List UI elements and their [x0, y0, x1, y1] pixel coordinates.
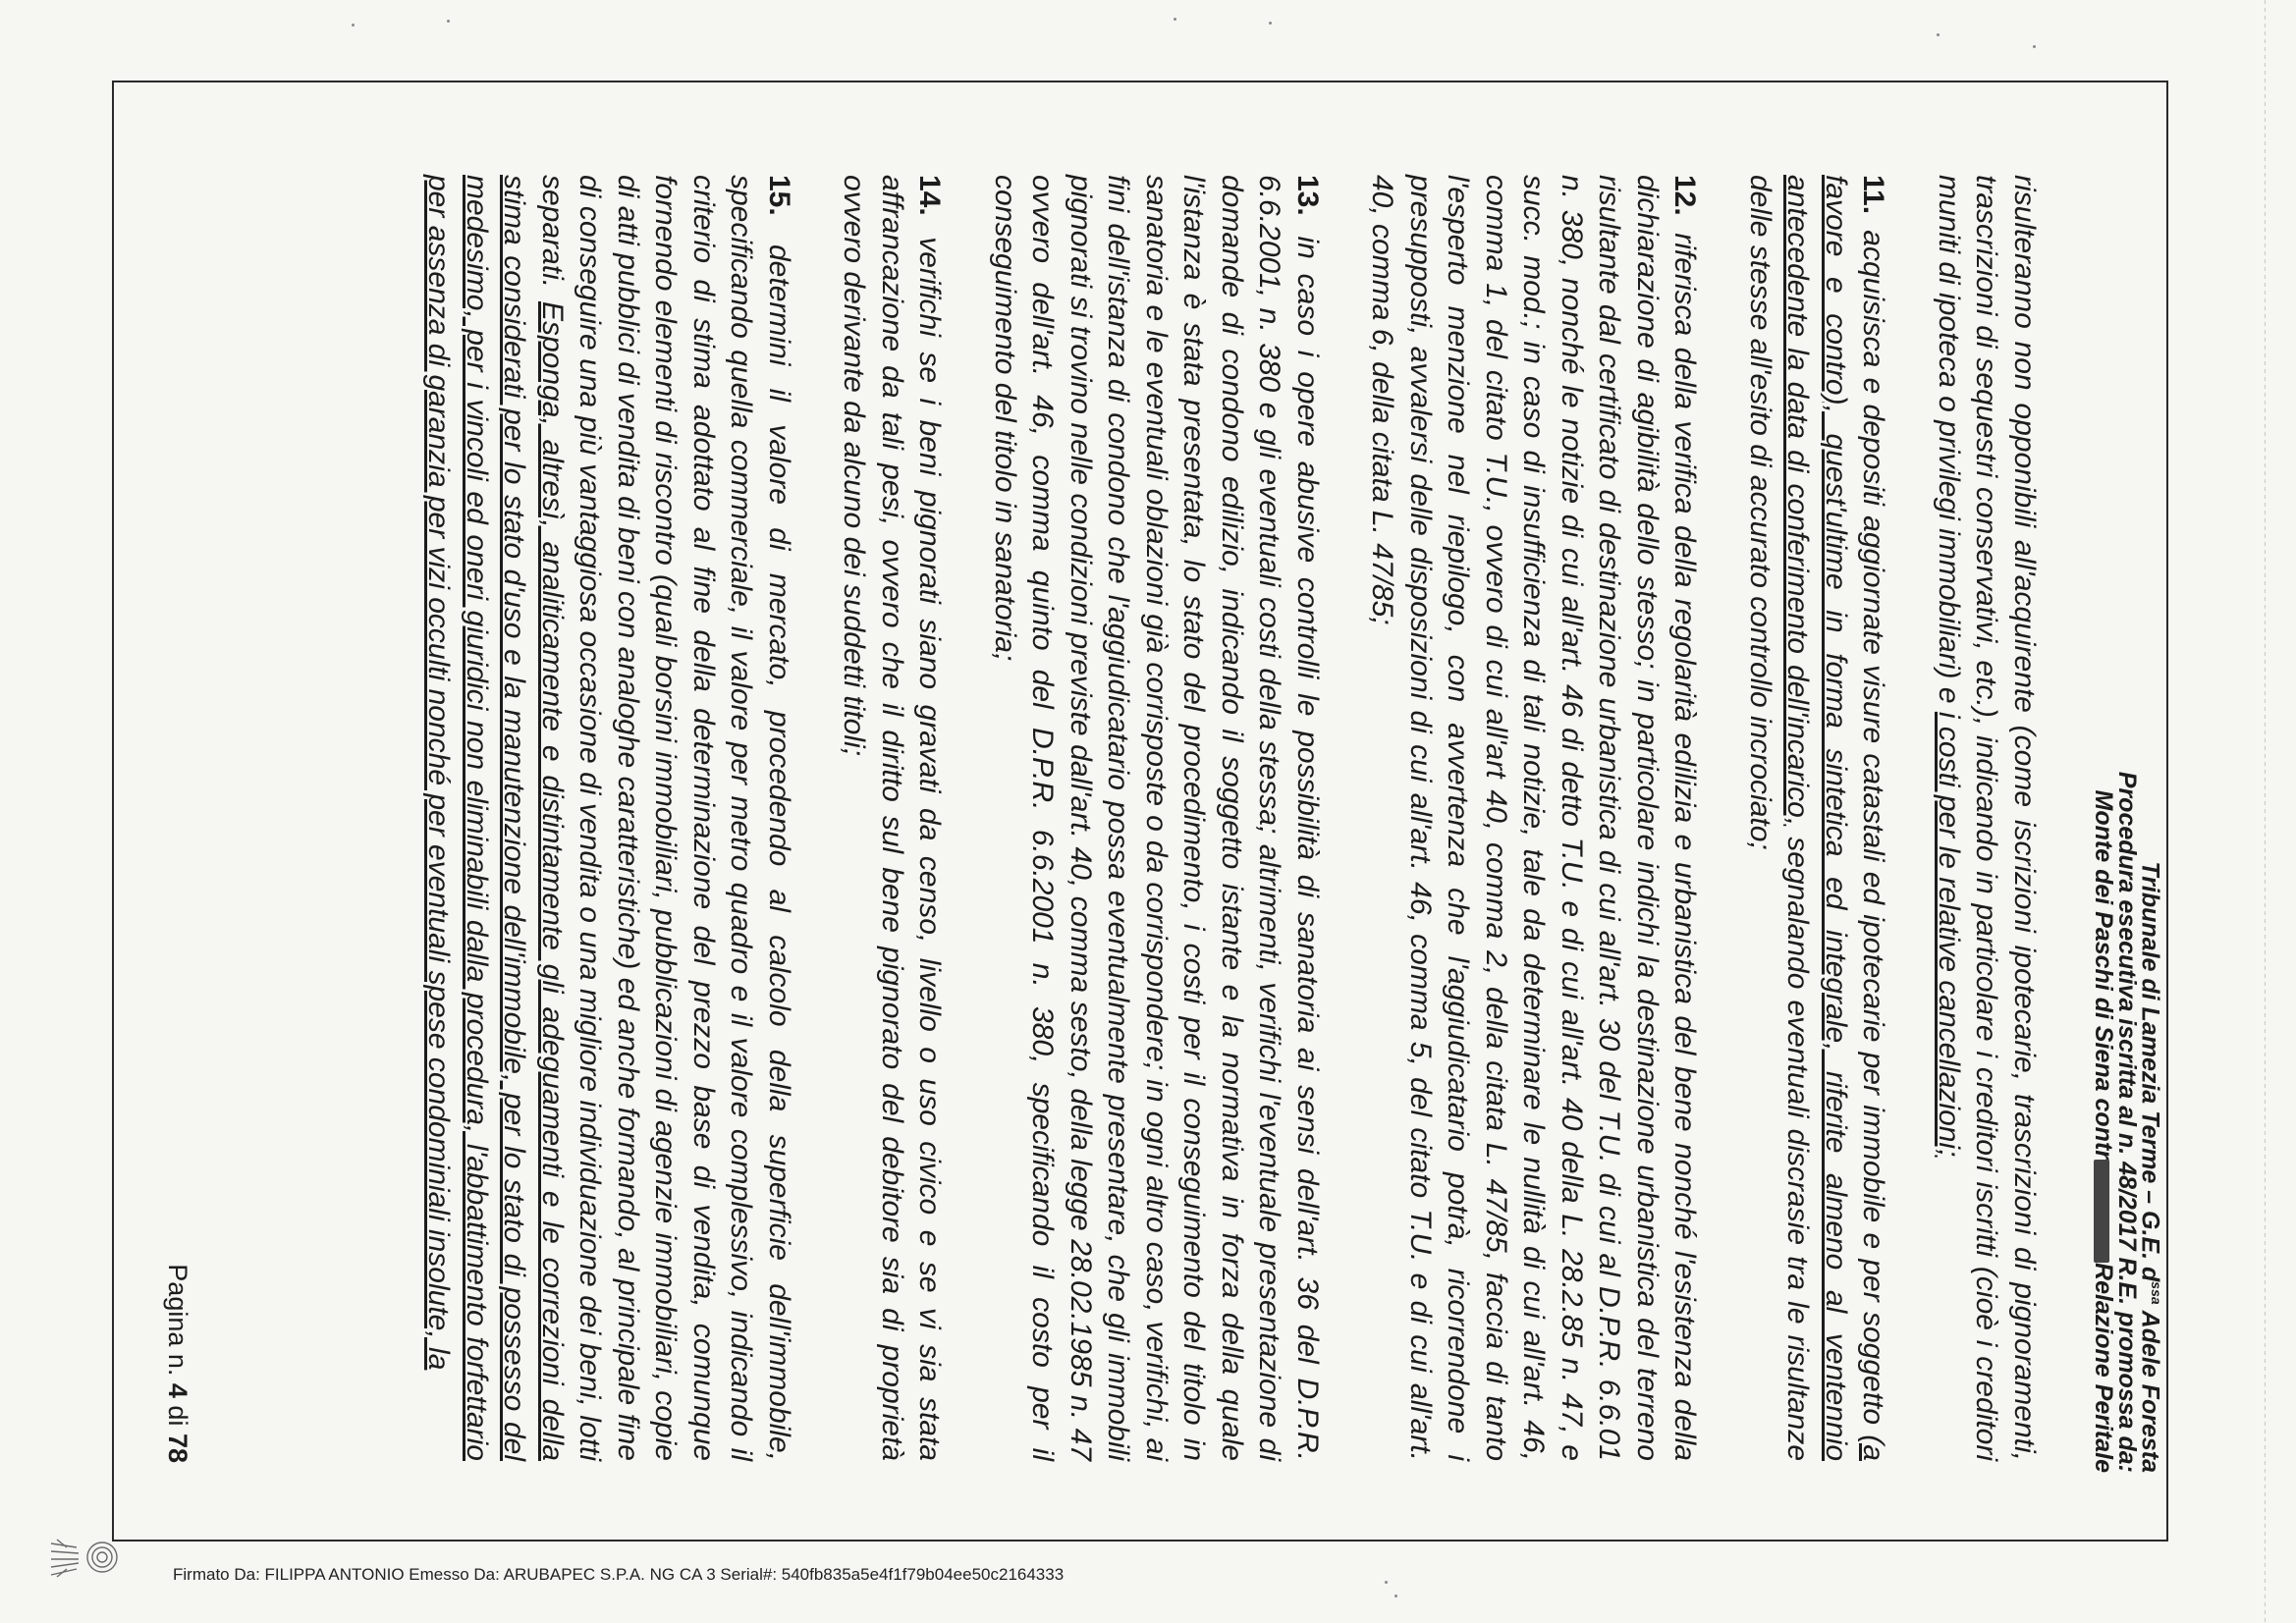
- redaction-mark: [2094, 1160, 2109, 1263]
- scan-edge-line: [2265, 0, 2266, 1623]
- header-parties: Monte dei Paschi di Siena contrRelazione Peritale: [2089, 789, 2117, 1473]
- item-15: 15. determini il valore di mercato, procedendo al calcolo della superficie dell'immobile, specificando quella commerciale, il valore per metro quadro e il valore complessivo, indicando il criterio di stima adottato al fine della determinazione del prezzo base di vendita, comunque fornendo elementi di riscontro (quali borsini immobiliari, pubblicazioni di agenzie immobiliari, copie di atti pubblici di vendita di beni con analoghe caratteristiche) ed anche formando, al principale fine di conseguire una più vantaggiosa occasione di vendita o una migliore individuazione dei beni, lotti separati. Esponga, altresì, analiticamente e distintamente gli adeguamenti e le correzioni della stima considerati per lo stato d'uso e la manutenzione dell'immobile, per lo stato di possesso del medesimo, per i vincoli ed oneri giuridici non eliminabili dalla procedura, l'abbattimento forfettario per assenza di garanzia per vizi occulti nonché per eventuali spese condominiali insolute, la: [422, 175, 795, 1461]
- page-header: [2089, 771, 2168, 1473]
- item-14: 14. verifichi se i beni pignorati siano gravati da censo, livello o uso civico e se vi sia stata affrancazione da tali pesi, ovvero che il diritto sul bene pignorato del debitore sia di proprietà ovvero derivante da alcuno dei suddetti titoli;: [838, 175, 947, 1461]
- item-13: 13. in caso i opere abusive controlli le possibilità di sanatoria ai sensi dell'art. 36 del D.P.R. 6.6.2001, n. 380 e gli eventuali costi della stessa; altrimenti, verifichi l'eventuale presentazione di domande di condono edilizio, indicando il soggetto istante e la normativa in forza della quale l'istanza è stata presentata, lo stato del procedimento, i costi per il conseguimento del titolo in sanatoria e le eventuali oblazioni già corrisposte o da corrispondere; in ogni altro caso, verifichi, ai fini dell'istanza di condono che l'aggiudicatario possa eventualmente presentare, che gli immobili pignorati si trovino nelle condizioni previste dall'art. 40, comma sesto, della legge 28.02.1985 n. 47 ovvero dell'art. 46, comma quinto del D.P.R. 6.6.2001 n. 380, specificando il costo per il conseguimento del titolo in sanatoria;: [989, 175, 1324, 1461]
- digital-seal-icon: [49, 1534, 120, 1581]
- digital-signature-line: Firmato Da: FILIPPA ANTONIO Emesso Da: ARUBAPEC S.P.A. NG CA 3 Serial#: 540fb835a5e4f1f79b04ee50c2164333: [173, 1565, 1065, 1584]
- intro-paragraph: risulteranno non opponibili all'acquirente (come iscrizioni ipotecarie, trascrizioni di pignoramenti, trascrizioni di sequestri conservativi, etc.), indicando in particolare i creditori iscritti (cioè i creditori muniti di ipoteca o privilegi immobiliari) e i costi per le relative cancellazioni;: [1933, 175, 2041, 1461]
- document-body: [382, 175, 2043, 1461]
- header-procedure: Procedura esecutiva iscritta al n. 48/2017 R.E. promossa da:: [2112, 771, 2141, 1473]
- page-number: Pagina n. 4 di 78: [163, 1264, 193, 1463]
- item-12: 12. riferisca della verifica della regolarità edilizia e urbanistica del bene nonché l'esistenza della dichiarazione di agibilità dello stesso; in particolare indichi la destinazione urbanistica del terreno risultante dal certificato di destinazione urbanistica di cui all'art. 30 del T.U. di cui al D.P.R. 6.6.01 n. 380, nonché le notizie di cui all'art. 46 di detto T.U. e di cui all'art. 40 della L. 28.2.85 n. 47, e succ. mod.; in caso di insufficienza di tali notizie, tale da determinare le nullità di cui all'art. 46, comma 1, del citato T.U., ovvero di cui all'art 40, comma 2, della citata L. 47/85, faccia di tanto l'esperto menzione nel riepilogo, con avvertenza che l'aggiudicatario potrà, ricorrendone i presupposti, avvalersi delle disposizioni di cui all'art. 46, comma 5, del citato T.U. e di cui all'art. 40, comma 6, della citata L. 47/85;: [1366, 175, 1702, 1461]
- header-court: Tribunale di Lamezia Terme – G.E. $d^{ssa}$ Adele Foresta: [2136, 861, 2164, 1473]
- item-11: 11. acquisisca e depositi aggiornate visure catastali ed ipotecarie per immobile e per soggetto (a favore e contro), quest'ultime in forma sintetica ed integrale, riferite almeno al ventennio antecedente la data di conferimento dell'incarico, segnalando eventuali discrasie tra le risultanze delle stesse all'esito di accurato controllo incrociato;: [1744, 175, 1890, 1462]
- rotated-page: [112, 81, 2168, 1542]
